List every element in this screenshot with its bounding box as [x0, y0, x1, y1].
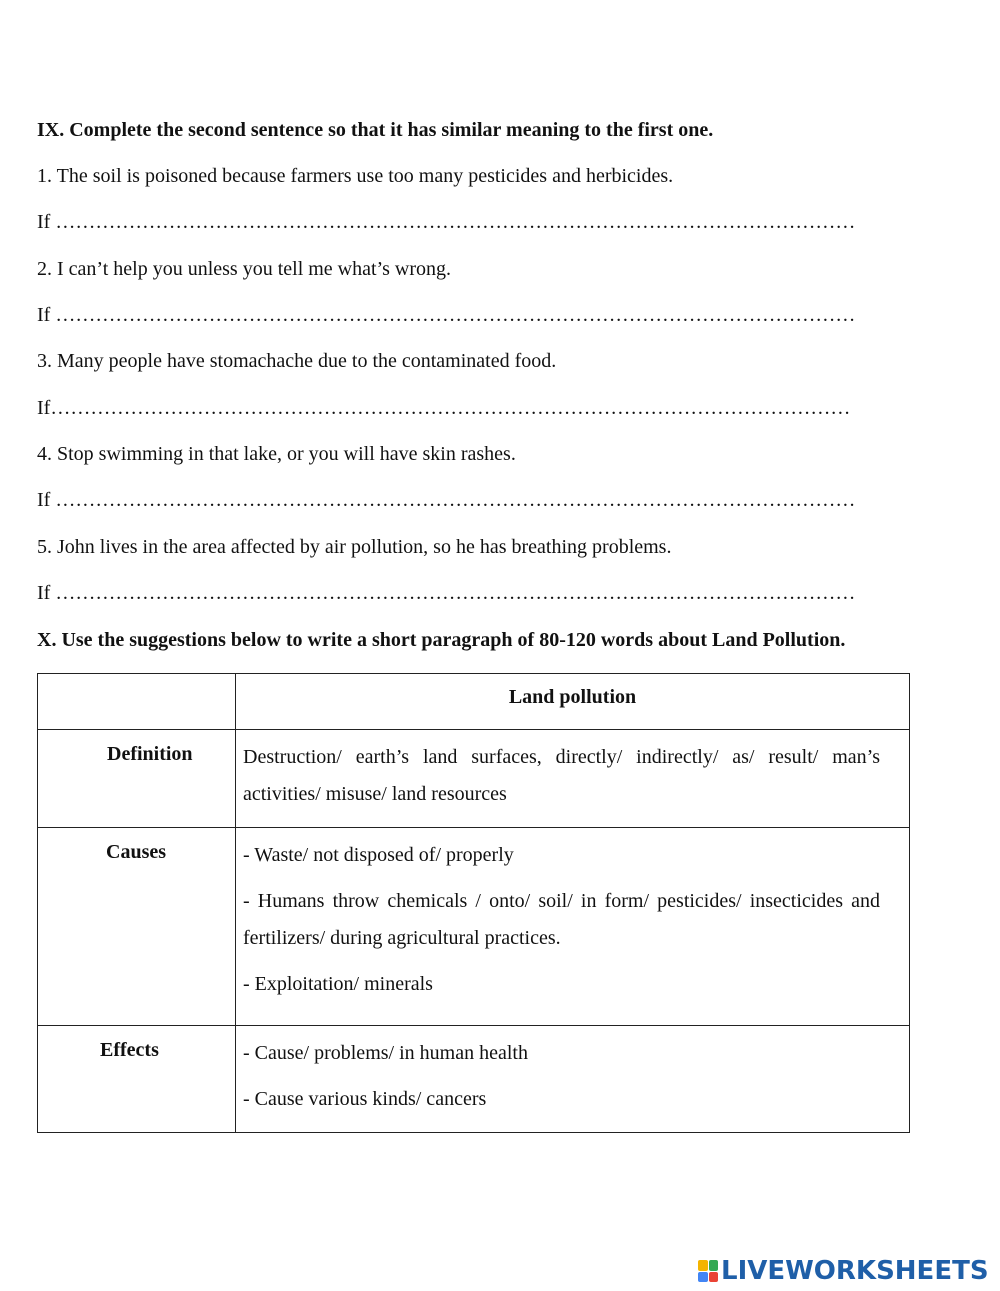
- table-row-effects: [38, 1026, 910, 1133]
- answer-line-4[interactable]: If …………………………………………………………………………………………………………: [37, 489, 856, 511]
- logo-block: [709, 1260, 719, 1271]
- row-label-causes: [38, 828, 236, 1026]
- logo-block: [709, 1272, 719, 1283]
- logo-block: [698, 1260, 708, 1271]
- sentence-3: 3. Many people have stomachache due to the contaminated food.: [37, 350, 557, 372]
- logo-block: [698, 1272, 708, 1283]
- table-header: Land pollution: [236, 674, 910, 730]
- row-content-effects: [236, 1026, 910, 1133]
- sentence-4: 4. Stop swimming in that lake, or you will have skin rashes.: [37, 443, 516, 465]
- logo-blocks-icon: [698, 1260, 718, 1282]
- sentence-1: 1. The soil is poisoned because farmers use too many pesticides and herbicides.: [37, 165, 674, 187]
- row-content-definition: [236, 730, 910, 828]
- row-line: - Humans throw chemicals / onto/ soil/ in form/ pesticides/ insecticides and fertilizers/ during agricultural practices.: [243, 890, 880, 949]
- answer-line-2[interactable]: If …………………………………………………………………………………………………………: [37, 304, 856, 326]
- row-line: - Waste/ not disposed of/ properly: [243, 844, 514, 866]
- row-label-text: Causes: [106, 841, 167, 863]
- sentence-2: 2. I can’t help you unless you tell me what’s wrong.: [37, 258, 452, 280]
- suggestions-table: [37, 673, 910, 1133]
- row-content-causes: [236, 828, 910, 1026]
- logo-text: LIVEWORKSHEETS: [721, 1256, 989, 1286]
- answer-line-5[interactable]: If …………………………………………………………………………………………………………: [37, 582, 856, 604]
- table-header-row: [38, 674, 910, 730]
- sentence-5: 5. John lives in the area affected by air pollution, so he has breathing problems.: [37, 536, 672, 558]
- row-label-text: Definition: [107, 743, 193, 765]
- section-10-heading: X. Use the suggestions below to write a short paragraph of 80-120 words about Land Pollution.: [37, 629, 846, 651]
- table-row-definition: [38, 730, 910, 828]
- row-line: - Cause various kinds/ cancers: [243, 1088, 487, 1110]
- row-label-text: Effects: [100, 1039, 159, 1061]
- row-line: Destruction/ earth’s land surfaces, directly/ indirectly/ as/ result/ man’s activities/ misuse/ land resources: [243, 746, 880, 805]
- row-line: - Exploitation/ minerals: [243, 973, 433, 995]
- row-label-definition: [38, 730, 236, 828]
- liveworksheets-logo: [698, 1258, 989, 1284]
- answer-line-1[interactable]: If …………………………………………………………………………………………………………: [37, 211, 856, 233]
- row-label-effects: [38, 1026, 236, 1133]
- answer-line-3[interactable]: If…………………………………………………………………………………………………………: [37, 397, 851, 419]
- section-9-heading: IX. Complete the second sentence so that it has similar meaning to the first one.: [37, 119, 714, 141]
- table-corner-cell: [38, 674, 236, 730]
- row-line: - Cause/ problems/ in human health: [243, 1042, 528, 1064]
- table-row-causes: [38, 828, 910, 1026]
